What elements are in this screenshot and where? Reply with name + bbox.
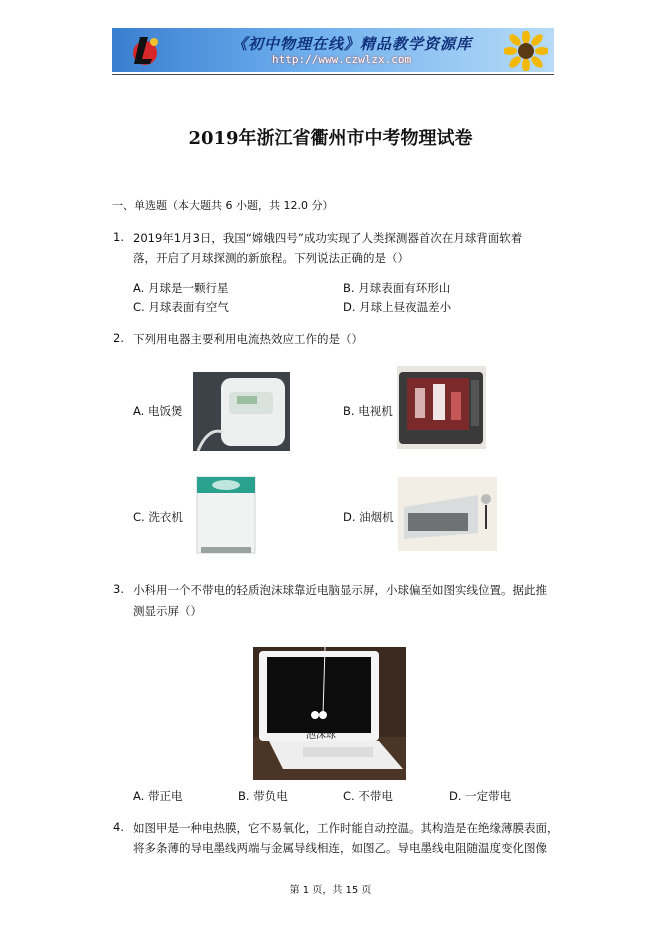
question-4-line-2: 将多条薄的导电墨线两端与金属导线相连，如图乙。导电墨线电阻随温度变化图像 [133,841,547,855]
banner-url: http://www.czwlzx.com [272,53,412,66]
question-1-number: 1. [113,230,124,244]
question-1-line-2: 落，开启了月球探测的新旅程。下列说法正确的是（） [133,251,409,265]
question-2-option-d: D. 油烟机 [343,510,394,524]
laptop-figure [253,647,406,780]
question-2-option-a: A. 电饭煲 [133,404,183,418]
question-3-line-1: 小科用一个不带电的轻质泡沫球靠近电脑显示屏，小球偏至如图实线位置。据此推 [133,583,547,597]
question-2-line-1: 下列用电器主要利用电流热效应工作的是（） [133,332,363,346]
range-hood-image [398,477,497,551]
question-3-option-c: C. 不带电 [343,789,393,803]
television-image [397,366,486,449]
question-2-option-b: B. 电视机 [343,404,393,418]
question-1-option-a: A. 月球是一颗行星 [133,281,229,295]
question-3-option-a: A. 带正电 [133,789,183,803]
question-1-line-1: 2019年1月3日，我国“嫦娥四号”成功实现了人类探测器首次在月球背面软着 [133,231,523,245]
section-heading: 一、单选题（本大题共 6 小题，共 12.0 分） [112,199,334,212]
rice-cooker-image [193,372,290,451]
question-2-number: 2. [113,331,124,345]
banner-title: 《初中物理在线》精品教学资源库 [232,35,473,53]
header-divider [112,74,554,75]
exam-title: 2019年浙江省衢州市中考物理试卷 [188,128,473,149]
question-4-line-1: 如图甲是一种电热膜，它不易氧化，工作时能自动控温。其构造是在绝缘薄膜表面， [133,821,559,835]
question-3-line-2: 测显示屏（） [133,604,202,618]
site-logo-icon [128,33,162,67]
foam-ball-label: 泡沫球 [306,730,336,741]
sunflower-icon [504,31,548,71]
question-4-number: 4. [113,820,124,834]
washing-machine-image [193,473,259,554]
question-1-option-c: C. 月球表面有空气 [133,300,229,314]
question-3-number: 3. [113,582,124,596]
question-1-option-d: D. 月球上昼夜温差小 [343,300,452,314]
header-banner [112,28,554,72]
page-footer: 第 1 页，共 15 页 [289,885,372,896]
question-1-option-b: B. 月球表面有环形山 [343,281,451,295]
question-2-option-c: C. 洗衣机 [133,510,183,524]
question-3-option-b: B. 带负电 [238,789,288,803]
question-3-option-d: D. 一定带电 [449,789,512,803]
